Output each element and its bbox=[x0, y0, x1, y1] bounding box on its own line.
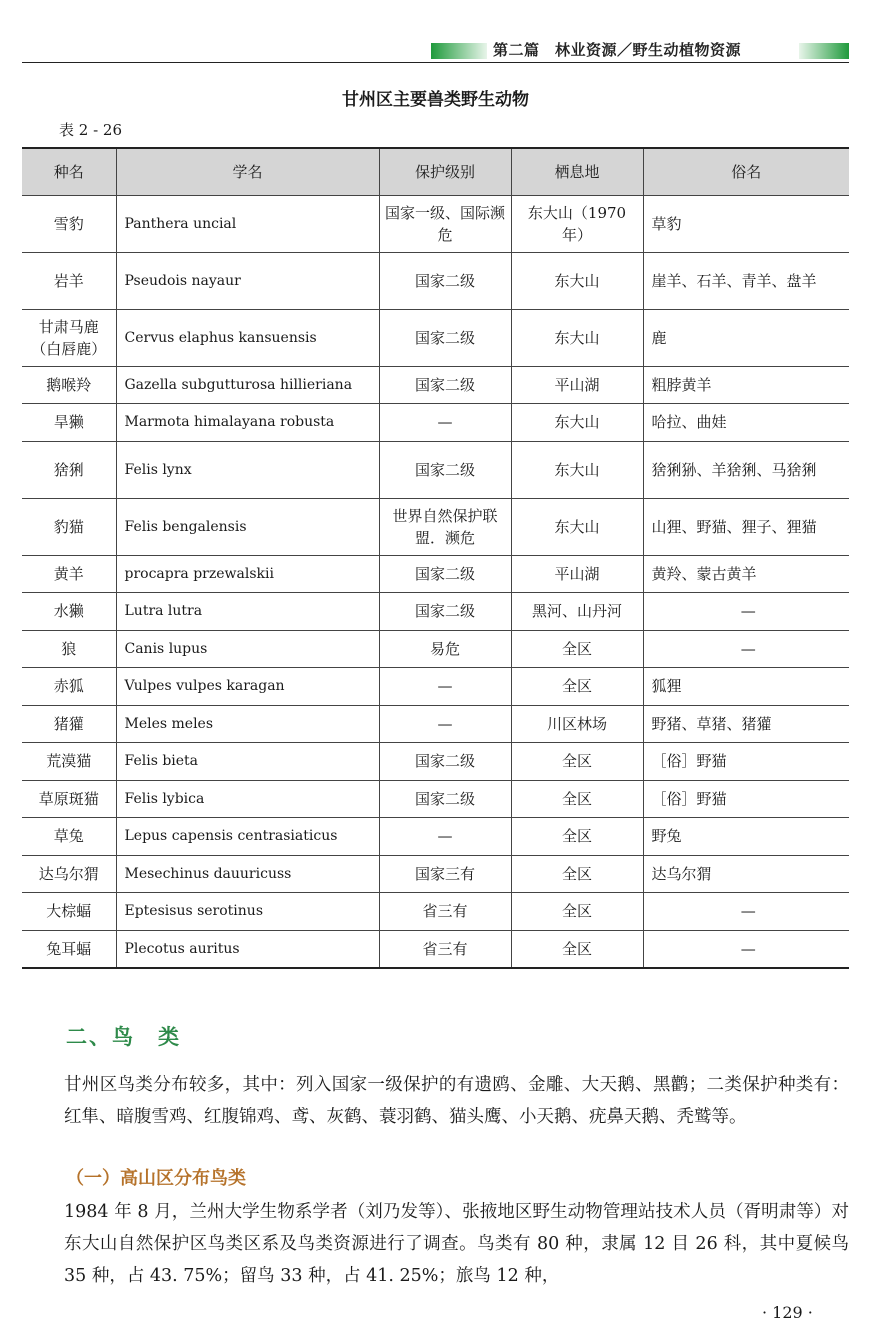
cell-protection-level: 国家二级 bbox=[379, 366, 511, 404]
table-row bbox=[22, 818, 849, 856]
cell-common-name: — bbox=[643, 630, 849, 668]
cell-common-name: 猞猁狲、羊猞猁、马猞猁 bbox=[643, 441, 849, 498]
cell-species-name: 岩羊 bbox=[22, 252, 116, 309]
cell-habitat: 全区 bbox=[511, 743, 643, 781]
cell-protection-level: 国家二级 bbox=[379, 309, 511, 366]
cell-scientific-name: Felis lybica bbox=[116, 780, 379, 818]
cell-scientific-name: Lepus capensis centrasiaticus bbox=[116, 818, 379, 856]
cell-species-name: 草原斑猫 bbox=[22, 780, 116, 818]
cell-protection-level: — bbox=[379, 818, 511, 856]
cell-habitat: 全区 bbox=[511, 780, 643, 818]
cell-scientific-name: procapra przewalskii bbox=[116, 555, 379, 593]
cell-habitat: 东大山（1970 年） bbox=[511, 195, 643, 252]
cell-species-name: 达乌尔猬 bbox=[22, 855, 116, 893]
cell-scientific-name: Eptesisus serotinus bbox=[116, 893, 379, 931]
cell-habitat: 全区 bbox=[511, 818, 643, 856]
cell-species-name: 猪獾 bbox=[22, 705, 116, 743]
cell-habitat: 黑河、山丹河 bbox=[511, 593, 643, 631]
table-row bbox=[22, 366, 849, 404]
cell-species-name: 荒漠猫 bbox=[22, 743, 116, 781]
table-row bbox=[22, 441, 849, 498]
cell-scientific-name: Meles meles bbox=[116, 705, 379, 743]
col-header-scientific-name: 学名 bbox=[116, 148, 379, 195]
mammal-table bbox=[22, 147, 849, 969]
cell-common-name: 草豹 bbox=[643, 195, 849, 252]
cell-common-name: 野猪、草猪、猪獾 bbox=[643, 705, 849, 743]
cell-scientific-name: Plecotus auritus bbox=[116, 930, 379, 968]
table-row bbox=[22, 743, 849, 781]
cell-habitat: 川区林场 bbox=[511, 705, 643, 743]
running-title: 第二篇 林业资源／野生动植物资源 bbox=[493, 41, 742, 59]
cell-scientific-name: Felis lynx bbox=[116, 441, 379, 498]
table-row bbox=[22, 630, 849, 668]
cell-habitat: 东大山 bbox=[511, 498, 643, 555]
table-number: 表 2 - 26 bbox=[59, 121, 123, 139]
cell-species-name: 黄羊 bbox=[22, 555, 116, 593]
cell-habitat: 东大山 bbox=[511, 309, 643, 366]
cell-common-name: 野兔 bbox=[643, 818, 849, 856]
cell-protection-level: 国家二级 bbox=[379, 441, 511, 498]
cell-common-name: 鹿 bbox=[643, 309, 849, 366]
cell-scientific-name: Cervus elaphus kansuensis bbox=[116, 309, 379, 366]
paragraph-text: 甘州区鸟类分布较多，其中：列入国家一级保护的有遗鸥、金雕、大天鹅、黑鹳；二类保护种类有：红隼、暗腹雪鸡、红腹锦鸡、鸢、灰鹤、蓑羽鹤、猫头鹰、小天鹅、疣鼻天鹅、秃鹫等。 bbox=[64, 1075, 849, 1127]
cell-species-name: 草兔 bbox=[22, 818, 116, 856]
cell-scientific-name: Marmota himalayana robusta bbox=[116, 404, 379, 442]
cell-protection-level: 国家二级 bbox=[379, 252, 511, 309]
col-header-name: 种名 bbox=[22, 148, 116, 195]
cell-common-name: — bbox=[643, 893, 849, 931]
subsection-title: （一）高山区分布鸟类 bbox=[66, 1168, 246, 1189]
cell-protection-level: 国家二级 bbox=[379, 743, 511, 781]
paragraph-alpine-birds bbox=[22, 1196, 849, 1292]
table-row bbox=[22, 404, 849, 442]
header-rule bbox=[22, 62, 849, 63]
cell-protection-level: 国家一级、国际濒危 bbox=[379, 195, 511, 252]
paragraph-birds-intro bbox=[22, 1069, 849, 1133]
cell-common-name: — bbox=[643, 593, 849, 631]
cell-common-name: 狐狸 bbox=[643, 668, 849, 706]
cell-habitat: 平山湖 bbox=[511, 366, 643, 404]
cell-protection-level: 国家二级 bbox=[379, 780, 511, 818]
table-row bbox=[22, 930, 849, 968]
cell-scientific-name: Pseudois nayaur bbox=[116, 252, 379, 309]
cell-common-name: ［俗］野猫 bbox=[643, 780, 849, 818]
cell-species-name: 赤狐 bbox=[22, 668, 116, 706]
cell-scientific-name: Panthera uncial bbox=[116, 195, 379, 252]
header-accent-left bbox=[431, 43, 487, 59]
cell-scientific-name: Felis bengalensis bbox=[116, 498, 379, 555]
table-row bbox=[22, 195, 849, 252]
cell-common-name: 粗脖黄羊 bbox=[643, 366, 849, 404]
cell-habitat: 全区 bbox=[511, 855, 643, 893]
cell-habitat: 平山湖 bbox=[511, 555, 643, 593]
cell-common-name: 达乌尔猬 bbox=[643, 855, 849, 893]
cell-habitat: 全区 bbox=[511, 893, 643, 931]
table-header-row bbox=[22, 148, 849, 195]
col-header-habitat: 栖息地 bbox=[511, 148, 643, 195]
cell-protection-level: 国家三有 bbox=[379, 855, 511, 893]
cell-common-name: 哈拉、曲娃 bbox=[643, 404, 849, 442]
cell-species-name: 大棕蝠 bbox=[22, 893, 116, 931]
table-row bbox=[22, 593, 849, 631]
table-row bbox=[22, 309, 849, 366]
cell-habitat: 全区 bbox=[511, 630, 643, 668]
table-row bbox=[22, 893, 849, 931]
cell-common-name: 山狸、野猫、狸子、狸猫 bbox=[643, 498, 849, 555]
cell-species-name: 旱獭 bbox=[22, 404, 116, 442]
cell-scientific-name: Vulpes vulpes karagan bbox=[116, 668, 379, 706]
cell-protection-level: 国家二级 bbox=[379, 555, 511, 593]
cell-protection-level: 世界自然保护联盟．濒危 bbox=[379, 498, 511, 555]
page-number: · 129 · bbox=[762, 1303, 813, 1322]
section-title: 二、鸟 类 bbox=[66, 1025, 181, 1049]
cell-protection-level: 易危 bbox=[379, 630, 511, 668]
cell-common-name: 崖羊、石羊、青羊、盘羊 bbox=[643, 252, 849, 309]
cell-habitat: 全区 bbox=[511, 930, 643, 968]
cell-common-name: — bbox=[643, 930, 849, 968]
table-row bbox=[22, 668, 849, 706]
paragraph-text: 1984 年 8 月，兰州大学生物系学者（刘乃发等）、张掖地区野生动物管理站技术人员（胥明肃等）对东大山自然保护区鸟类区系及鸟类资源进行了调查。鸟类有 80 种，隶属 12 目 26 科，其中夏候鸟 35 种，占 43. 75%；留鸟 33 种，占 41. 25%；旅鸟 12 种， bbox=[64, 1202, 849, 1286]
table-row bbox=[22, 252, 849, 309]
table-title: 甘州区主要兽类野生动物 bbox=[342, 90, 529, 110]
table-row bbox=[22, 780, 849, 818]
table-row bbox=[22, 855, 849, 893]
cell-scientific-name: Canis lupus bbox=[116, 630, 379, 668]
cell-habitat: 东大山 bbox=[511, 252, 643, 309]
cell-habitat: 全区 bbox=[511, 668, 643, 706]
cell-protection-level: 省三有 bbox=[379, 893, 511, 931]
cell-species-name: 猞猁 bbox=[22, 441, 116, 498]
running-header bbox=[431, 40, 849, 60]
cell-habitat: 东大山 bbox=[511, 441, 643, 498]
table-row bbox=[22, 705, 849, 743]
cell-protection-level: — bbox=[379, 668, 511, 706]
table-row bbox=[22, 555, 849, 593]
cell-species-name: 甘肃马鹿（白唇鹿） bbox=[22, 309, 116, 366]
cell-species-name: 雪豹 bbox=[22, 195, 116, 252]
col-header-protection-level: 保护级别 bbox=[379, 148, 511, 195]
cell-protection-level: 省三有 bbox=[379, 930, 511, 968]
cell-scientific-name: Gazella subgutturosa hillieriana bbox=[116, 366, 379, 404]
cell-species-name: 鹅喉羚 bbox=[22, 366, 116, 404]
cell-common-name: ［俗］野猫 bbox=[643, 743, 849, 781]
cell-protection-level: — bbox=[379, 404, 511, 442]
cell-habitat: 东大山 bbox=[511, 404, 643, 442]
cell-scientific-name: Lutra lutra bbox=[116, 593, 379, 631]
cell-protection-level: 国家二级 bbox=[379, 593, 511, 631]
cell-species-name: 狼 bbox=[22, 630, 116, 668]
header-accent-right bbox=[799, 43, 849, 59]
cell-protection-level: — bbox=[379, 705, 511, 743]
cell-species-name: 兔耳蝠 bbox=[22, 930, 116, 968]
col-header-common-name: 俗名 bbox=[643, 148, 849, 195]
table-row bbox=[22, 498, 849, 555]
cell-species-name: 豹猫 bbox=[22, 498, 116, 555]
cell-species-name: 水獭 bbox=[22, 593, 116, 631]
cell-scientific-name: Mesechinus dauuricuss bbox=[116, 855, 379, 893]
cell-scientific-name: Felis bieta bbox=[116, 743, 379, 781]
cell-common-name: 黄羚、蒙古黄羊 bbox=[643, 555, 849, 593]
